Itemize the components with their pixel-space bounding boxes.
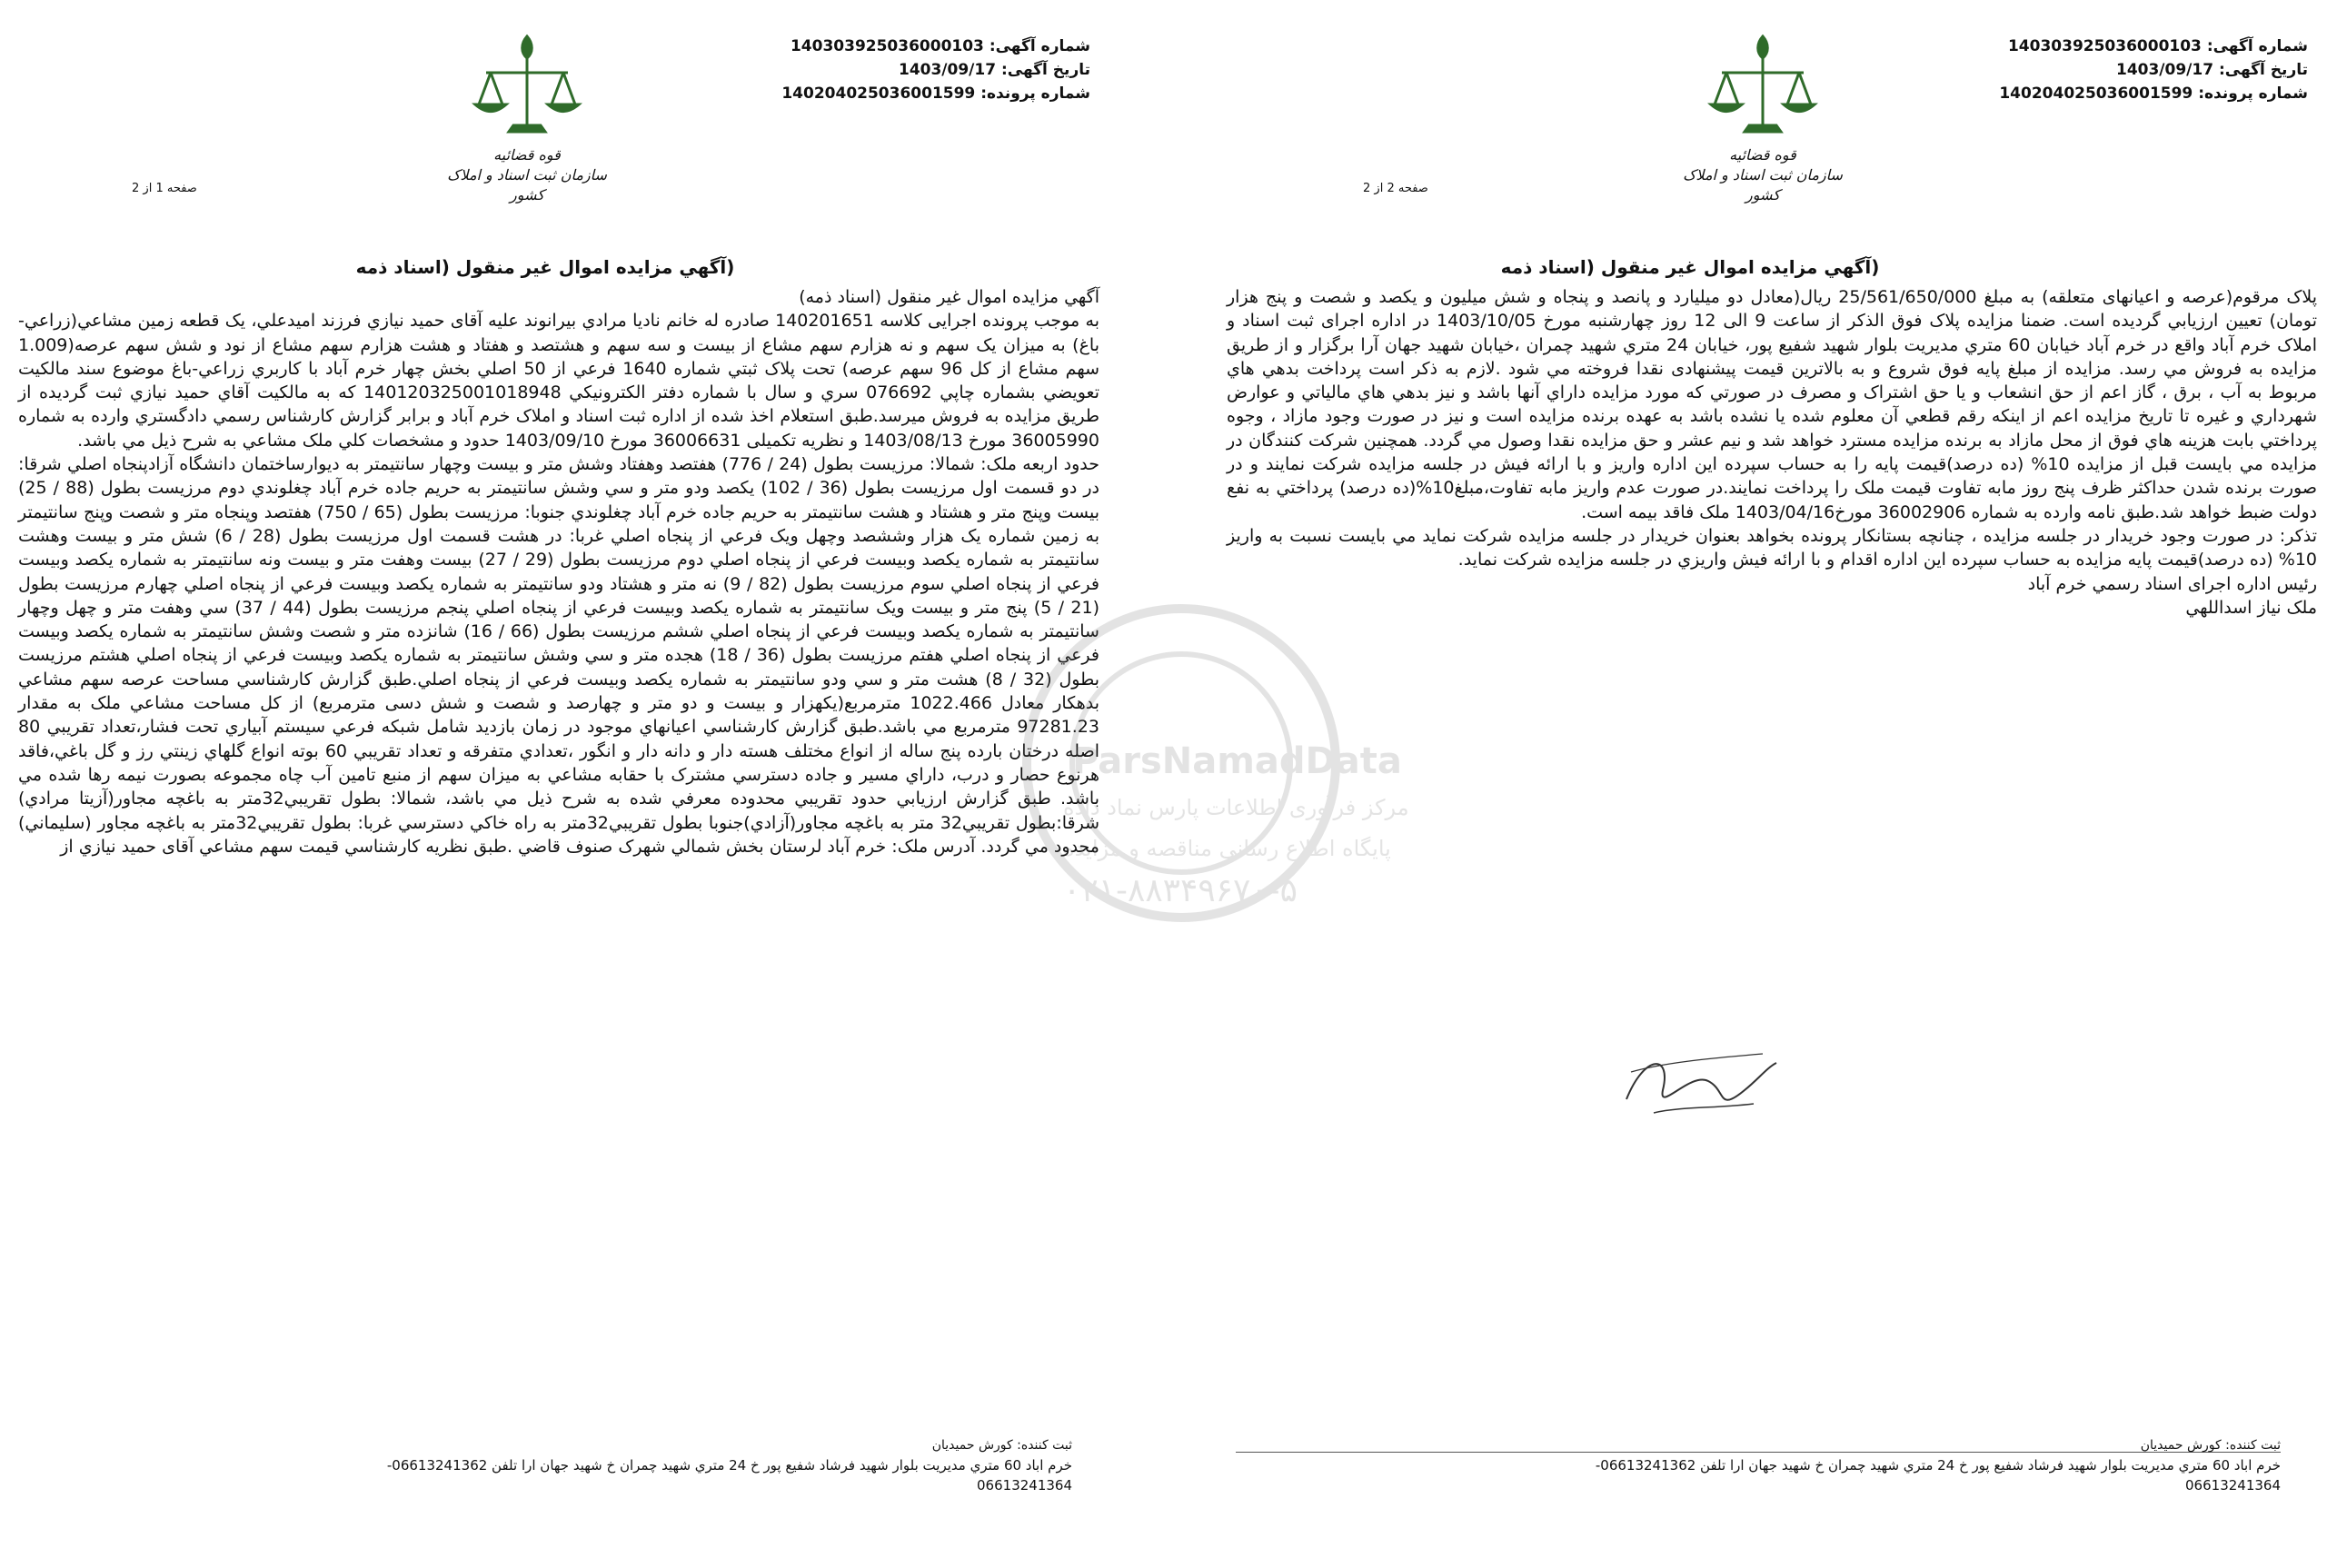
logo-text-judiciary: قوه قضائیه <box>493 146 561 164</box>
notice-date: 1403/09/17 <box>898 61 997 79</box>
notice-meta <box>1926 35 2308 105</box>
logo-text-organization: سازمان ثبت اسناد و املاک کشور <box>1683 166 1843 203</box>
body-paragraph: آگهي مزايده اموال غير منقول (اسناد ذمه) <box>799 287 1099 307</box>
signatory-name: ملک نیاز اسداللهي <box>2185 597 2317 618</box>
body-paragraph: به موجب پرونده اجرایی کلاسه 140201651 صادره له خانم نادیا مرادي بیرانوند علیه آقای حمید نیازي فرزند امیدعلي، یک قطعه زمین مشاعي(زراعي-باغ) به میزان یک سهم و نه هزارم سهم مشاع از بیست و سه سهم و هشتصد و هفتاد و هشت هزارم سهم مشاع از نود و شش سهم عرصه(1.009 سهم مشاع از کل 96 سهم عرصه) تحت پلاک ثبتي شماره 1640 فرعي از 50 اصلي بخش چهار خرم آباد با کاربري زراعي-باغ موضوع سند مالکیت تعویضي بشماره چاپي 076692 سري و سال با شماره دفتر الکترونیکي 140120325001018948 که به مالکیت آقاي حمید نیازي ثبت گردیده از طریق مزایده به فروش میرسد.طبق استعلام اخذ شده از اداره ثبت اسناد و املاک خرم آباد و برابر گزارش کارشناس رسمي دادگستري وارده به شماره 36005990 مورخ 1403/08/13 و نظریه تکمیلی 36006631 مورخ 1403/09/10 حدود و مشخصات کلي ملک مشاعي به شرح ذیل مي باشد. <box>18 311 1100 451</box>
notice-body <box>1227 285 2317 620</box>
body-paragraph: پلاک مرقوم(عرصه و اعیانهای متعلقه) به مبلغ 25/561/650/000 ریال(معادل دو میلیارد و پانصد و پنجاه و شش میلیون و یکصد و شصت و پنج هزار تومان) تعیین ارزیابي گردیده است. ضمنا مزایده پلاک فوق الذکر از ساعت 9 الی 12 روز چهارشنبه مورخ 1403/10/05 در اداره اجرای ثبت اسناد و املاک خرم آباد واقع در خرم آباد خیابان 60 متري مدیریت بلوار شهید شفیع پور، خیابان 24 متري شهید چمران ،خیابان شهید جهان آرا برگزار و از طریق مزایده به فروش مي رسد. مزایده از مبلغ پایه فوق شروع و به بالاترین قیمت پیشنهادی نقدا فروخته مي شود .لازم به ذکر است پرداخت بدهي هاي مربوط به آب ، برق ، گاز اعم از حق انشعاب و یا حق اشتراک و مصرف در صورتي که مورد مزایده داراي آنها باشد و نیز بدهي هاي مالیاتي و عوارض شهرداري و غیره تا تاریخ مزایده اعم از اینکه رقم قطعي آن معلوم شده یا نشده باشد به عهده برنده مزایده است و نیز در صورت وجود مازاد ، وجوه پرداختي بابت هزینه هاي فوق از محل مازاد به برنده مزایده مسترد خواهد شد و نیم عشر و حق مزایده نقدا وصول مي گردد. همچنین شرکت کنندگان در مزایده مي بایست قبل از مزایده 10% (ده درصد)قیمت پایه را به حساب سپرده این اداره واریز و با ارائه فیش در جلسه مزایده شرکت نمایند و در صورت برنده شدن حداکثر ظرف پنج روز مابه تفاوت قیمت ملک را پرداخت نمایند.در صورت عدم واریز مابه تفاوت،مبلغ10%(ده درصد) پرداختي به نفع دولت ضبط خواهد شد.طبق نامه وارده به شماره 36002906 مورخ1403/04/16 ملک فاقد بیمه است. <box>1227 287 2318 522</box>
registrar-name: کورش حمیدیان <box>931 1438 1013 1453</box>
body-paragraph: تذکر: در صورت وجود خریدار در جلسه مزایده ، چنانچه بستانکار پرونده بخواهد بعنوان خریدار در جلسه مزایده شرکت نماید مي بایست نسبت به واریز 10% (ده درصد)قیمت پایه مزایده به حساب سپرده این اداره اقدام و با ارائه فیش واریزي در جلسه مزایده شرکت نماید. <box>1227 525 2317 571</box>
page-title: (آگهي مزايده اموال غير منقول (اسناد ذمه <box>355 256 735 278</box>
footer-phone: 06613241364 <box>2185 1477 2281 1494</box>
body-paragraph: حدود اربعه ملک: شمالا: مرزيست بطول (24 / 776) هفتصد وهفتاد وشش متر و بيست وچهار سانتيمتر به ديوارساختمان دانشگاه آزادپنجاه اصلي شرقا: در دو قسمت اول مرزيست بطول (36 / 102) يکصد ودو متر و سي وشش سانتيمتر به حريم جاده خرم آباد چغلوندي دوم مرزيست بطول (88 / 25) بيست وپنج متر و هشتاد و هشت سانتيمتر به حريم جاده خرم آباد چغلوندي جنوبا: مرزيست بطول (65 / 750) هفتصد وپنجاه متر و شصت وپنج سانتيمتر به زمين شماره يک هزار وششصد وچهل ويک فرعي از پنجاه اصلي غربا: در هشت قسمت اول مرزيست بطول (28 / 6) شش متر و بيست وهشت سانتيمتر به شماره يکصد وبيست فرعي از پنجاه اصلي دوم مرزيست بطول (29 / 27) بيست وهفت متر و بيست ونه سانتيمتر به شماره يکصد وبيست فرعي از پنجاه اصلي سوم مرزيست بطول (82 / 9) نه متر و هشتاد ودو سانتيمتر به شماره يکصد وبيست فرعي از پنجاه اصلي چهارم مرزيست بطول (21 / 5) پنج متر و بيست ويک سانتيمتر به شماره يکصد وبيست فرعي از پنجاه اصلي پنجم مرزيست بطول (44 / 37) سي وهفت متر و چهل وچهار سانتيمتر به شماره يکصد وبيست فرعي از پنجاه اصلي ششم مرزيست بطول (66 / 16) شانزده متر و شصت وشش سانتيمتر به شماره يکصد وبيست فرعي از پنجاه اصلي هفتم مرزيست بطول (36 / 18) هجده متر و سي وشش سانتيمتر به شماره يکصد وبيست فرعي از پنجاه اصلي هشتم مرزيست بطول (32 / 8) هشت متر و سي ودو سانتيمتر به شماره يکصد وبيست فرعي از پنجاه اصلي.طبق گزارش کارشناسي مساحت عرصه سهم مشاعي بدهکار معادل 1022.466 مترمربع(يکهزار و بيست و دو متر و چهارصد و شصت و شش دسی مترمربع) از کل مساحت مشاعي ملک به مقدار 97281.23 مترمربع مي باشد.طبق گزارش کارشناسي اعيانهاي موجود در زمان بازديد شامل شبکه فرعي سيستم آبياري تحت فشار،تعداد تقريبي 80 اصله درختان بارده پنج ساله از انواع مختلف هسته دار و دانه دار و انگور ،تعدادي متفرقه و تعداد تقريبي 60 بوته انواع گلهاي زينتي رز و گل باغي،فاقد هرنوع حصار و درب، داراي مسير و جاده دسترسي مشترک با حقابه مشاعي به ميزان سهم از منبع تامين آب چاه مجموعه بصورت نيمه رها شده مي باشد. طبق گزارش ارزيابي حدود تقريبي محدوده معرفي شده به شرح ذيل مي باشد، شمالا: بطول تقريبي32متر به باغچه مجاور(آزيتا مرادي) شرقا:بطول تقريبي32 متر به باغچه مجاور(آزادي)جنوبا بطول تقريبي32متر به راه خاکي دسترسي غربا: بطول تقريبي32متر به باغچه مجاور (سليماني) محدود مي گردد. آدرس ملک: خرم آباد لرستان بخش شمالي شهرک صنوف قاضي .طبق نظريه کارشناسي قيمت سهم مشاعي آقای حمید نیازي از <box>18 454 1100 857</box>
judiciary-logo <box>1672 27 1854 203</box>
page-number: صفحه 1 از 2 <box>132 182 197 195</box>
page-footer <box>136 1435 1072 1495</box>
registrar-name: کورش حمیدیان <box>2140 1438 2222 1453</box>
scales-emblem-icon <box>459 27 595 145</box>
logo-text-organization: سازمان ثبت اسناد و املاک کشور <box>447 166 607 203</box>
case-number-label: شماره پرونده: <box>980 84 1090 103</box>
page-footer <box>1290 1435 2281 1495</box>
case-number: 140204025036001599 <box>1999 84 2193 103</box>
notice-date-label: تاريخ آگهی: <box>2218 61 2308 79</box>
footer-address: خرم اباد 60 متري مديريت بلوار شهيد فرشاد شفيع پور خ 24 متري شهيد چمران خ شهيد جهان ارا تلفن 06613241362- <box>386 1457 1072 1474</box>
notice-number: 140303925036000103 <box>2007 37 2202 55</box>
footer-address: خرم اباد 60 متري مديريت بلوار شهيد فرشاد شفيع پور خ 24 متري شهيد چمران خ شهيد جهان ارا تلفن 06613241362- <box>1595 1457 2281 1474</box>
watermark-line-1: مرکز فرآوری اطلاعات پارس نماد داده <box>1063 795 1409 820</box>
notice-number: 140303925036000103 <box>790 37 984 55</box>
judiciary-logo <box>436 27 618 203</box>
registrar-label: ثبت کننده: <box>2225 1438 2281 1453</box>
notice-number-label: شماره آگهی: <box>2206 37 2308 55</box>
page-2 <box>1181 0 2327 1568</box>
watermark-brand: ParsNamadData <box>1072 740 1402 782</box>
page-title: (آگهي مزايده اموال غير منقول (اسناد ذمه <box>1500 256 1880 278</box>
notice-date: 1403/09/17 <box>2115 61 2214 79</box>
notice-body <box>18 285 1099 858</box>
watermark-phone: ۰۲۱-۸۸۳۴۹۶۷۰-۵ <box>1063 872 1298 909</box>
handwritten-signature <box>1608 1036 1790 1136</box>
notice-date-label: تاريخ آگهی: <box>1000 61 1090 79</box>
logo-text-judiciary: قوه قضائیه <box>1729 146 1796 164</box>
case-number-label: شماره پرونده: <box>2198 84 2308 103</box>
notice-meta <box>709 35 1090 105</box>
registrar-label: ثبت کننده: <box>1017 1438 1072 1453</box>
footer-phone: 06613241364 <box>977 1477 1072 1494</box>
notice-number-label: شماره آگهی: <box>989 37 1090 55</box>
page-number: صفحه 2 از 2 <box>1363 182 1428 195</box>
case-number: 140204025036001599 <box>781 84 976 103</box>
watermark-line-2: پایگاه اطلاع رسانی مناقصه و مزایده <box>1063 836 1391 861</box>
signatory-title: رئیس اداره اجرای اسناد رسمي خرم آباد <box>2027 573 2317 594</box>
page-1 <box>0 0 1145 1568</box>
scales-emblem-icon <box>1695 27 1831 145</box>
